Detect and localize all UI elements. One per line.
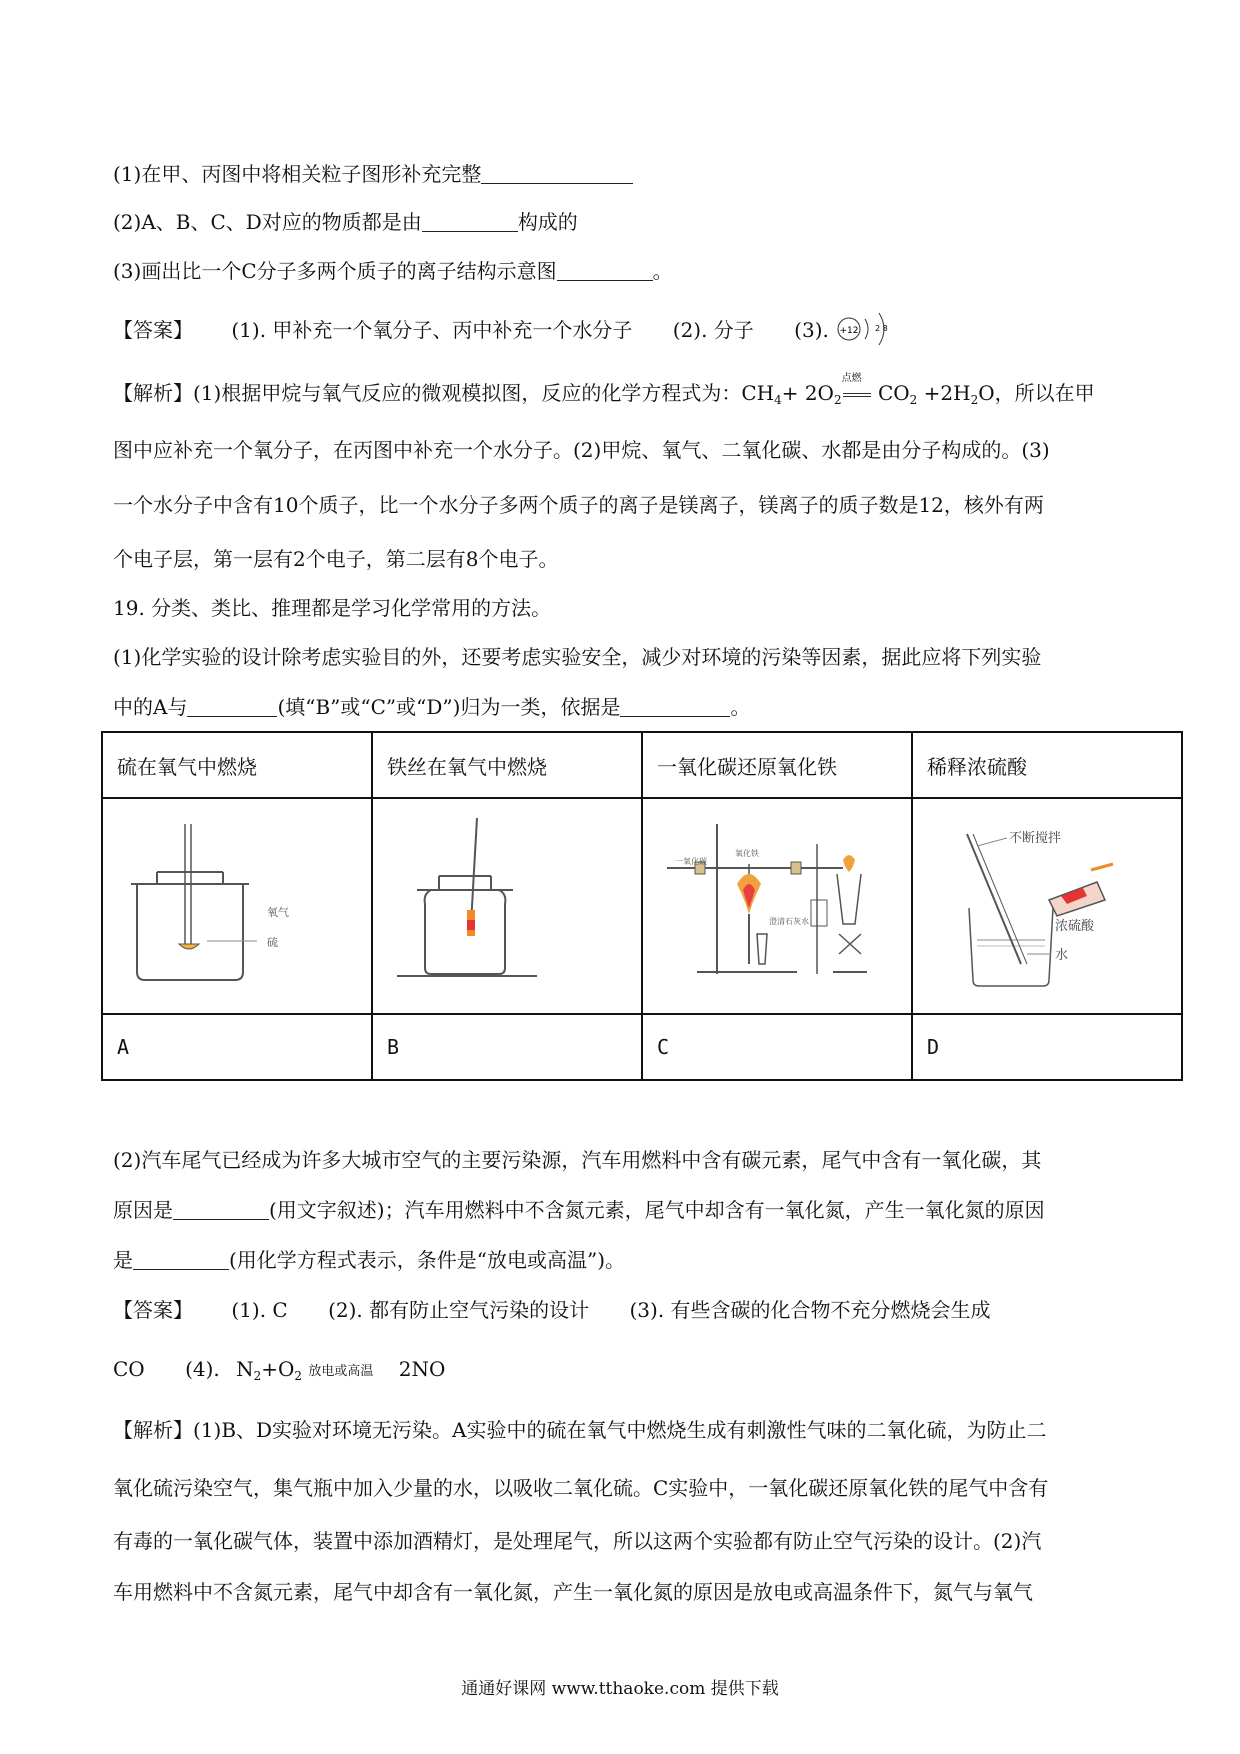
q18-analysis-l1: 【解析】(1)根据甲烷与氧气反应的微观模拟图，反应的化学方程式为：$CH_4+ 2O_2$ 点燃 $CO_2 +2H_2O$，所以在甲 bbox=[113, 373, 1095, 407]
ion-structure-diagram bbox=[835, 307, 897, 347]
q18-part2: (2)A、B、C、D对应的物质都是由 构成的 bbox=[113, 210, 578, 234]
table-figure-row bbox=[102, 798, 1182, 1014]
figure-label: 水 bbox=[1055, 947, 1069, 963]
table-header-cell: 稀释浓硫酸 bbox=[912, 732, 1182, 798]
ion-nucleus-label: +12 bbox=[839, 325, 859, 336]
answer-blank[interactable] bbox=[422, 211, 518, 232]
figure-label: 氧化铁 bbox=[735, 848, 759, 858]
q19-part2-l1: (2)汽车尾气已经成为许多大城市空气的主要污染源，汽车用燃料中含有碳元素，尾气中含有一氧化碳，其 bbox=[113, 1148, 1042, 1172]
answer-blank[interactable] bbox=[187, 696, 277, 717]
table-label-row bbox=[102, 1014, 1182, 1080]
q19-analysis-l4: 车用燃料中不含氮元素，尾气中却含有一氧化氮，产生一氧化氮的原因是放电或高温条件下，氮气与氧气 bbox=[113, 1580, 1033, 1604]
q19-part2-l3: 是 (用化学方程式表示，条件是“放电或高温”)。 bbox=[113, 1248, 626, 1272]
q19-analysis-l1: 【解析】(1)B、D实验对环境无污染。A实验中的硫在氧气中燃烧生成有刺激性气味的二氧化硫，为防止二 bbox=[113, 1418, 1047, 1442]
answer-blank[interactable] bbox=[620, 696, 730, 717]
table-header-row bbox=[102, 732, 1182, 798]
table-header-cell: 硫在氧气中燃烧 bbox=[102, 732, 372, 798]
q19-analysis-l3: 有毒的一氧化碳气体，装置中添加酒精灯，是处理尾气，所以这两个实验都有防止空气污染的设计。(2)汽 bbox=[113, 1529, 1042, 1553]
table-label-cell: B bbox=[372, 1014, 642, 1080]
figure-d-cell bbox=[912, 798, 1182, 1014]
q19-answer-cont: CO (4). $N_2+O_2$ 放电或高温 2NO bbox=[113, 1357, 446, 1383]
figure-a-cell bbox=[102, 798, 372, 1014]
experiment-table bbox=[101, 731, 1183, 1081]
figure-c-cell bbox=[642, 798, 912, 1014]
q18-part3: (3)画出比一个C分子多两个质子的离子结构示意图 。 bbox=[113, 259, 673, 283]
figure-label: 一氧化碳 bbox=[675, 856, 707, 866]
reaction-arrow: 点燃 bbox=[842, 379, 872, 407]
iron-wire-combustion-figure bbox=[387, 804, 627, 1004]
q19-part1-l1: (1)化学实验的设计除考虑实验目的外，还要考虑实验安全，减少对环境的污染等因素，据此应将下列实验 bbox=[113, 645, 1042, 669]
figure-b-cell bbox=[372, 798, 642, 1014]
q18-analysis-l4: 个电子层，第一层有2个电子，第二层有8个电子。 bbox=[113, 547, 559, 571]
q18-part1: (1)在甲、丙图中将相关粒子图形补充完整 bbox=[113, 160, 633, 188]
q18-analysis-l2: 图中应补充一个氧分子，在丙图中补充一个水分子。(2)甲烷、氧气、二氧化碳、水都是由分子构成的。(3) bbox=[113, 438, 1050, 462]
q19-part1-l2: 中的A与 (填“B”或“C”或“D”)归为一类，依据是 。 bbox=[113, 695, 751, 719]
co-reduction-figure bbox=[657, 804, 897, 1004]
q19-title: 19. 分类、类比、推理都是学习化学常用的方法。 bbox=[113, 596, 552, 620]
figure-label: 氧气 bbox=[267, 905, 289, 919]
table-header-cell: 铁丝在氧气中燃烧 bbox=[372, 732, 642, 798]
figure-label: 不断搅拌 bbox=[1009, 830, 1062, 846]
dilute-sulfuric-acid-figure bbox=[927, 804, 1167, 1004]
answer-blank[interactable] bbox=[133, 1249, 229, 1270]
figure-label: 澄清石灰水 bbox=[769, 916, 809, 926]
page-footer[interactable]: 通通好课网 www.tthaoke.com 提供下载 bbox=[461, 1679, 779, 1699]
q19-answer: 【答案】 (1). C (2). 都有防止空气污染的设计 (3). 有些含碳的化合物不充分燃烧会生成 bbox=[113, 1298, 991, 1322]
table-label-cell: C bbox=[642, 1014, 912, 1080]
table-label-cell: A bbox=[102, 1014, 372, 1080]
answer-blank[interactable] bbox=[481, 163, 633, 184]
q18-analysis-l3: 一个水分子中含有10个质子，比一个水分子多两个质子的离子是镁离子，镁离子的质子数是12，核外有两 bbox=[113, 493, 1044, 517]
answer-blank[interactable] bbox=[557, 260, 653, 281]
q19-part2-l2: 原因是 (用文字叙述)；汽车用燃料中不含氮元素，尾气中却含有一氧化氮，产生一氧化氮的原因 bbox=[113, 1198, 1045, 1222]
q18-answer: 【答案】 (1). 甲补充一个氧分子、丙中补充一个水分子 (2). 分子 (3). +12 2 8 bbox=[113, 316, 897, 347]
table-header-cell: 一氧化碳还原氧化铁 bbox=[642, 732, 912, 798]
answer-blank[interactable] bbox=[173, 1199, 269, 1220]
figure-label: 硫 bbox=[267, 935, 278, 949]
table-label-cell: D bbox=[912, 1014, 1182, 1080]
figure-label: 浓硫酸 bbox=[1055, 918, 1095, 934]
q19-analysis-l2: 氧化硫污染空气，集气瓶中加入少量的水，以吸收二氧化硫。C实验中，一氧化碳还原氧化铁的尾气中含有 bbox=[113, 1476, 1049, 1500]
sulfur-combustion-figure bbox=[117, 804, 357, 1004]
ion-shells-label: 2 8 bbox=[875, 323, 888, 333]
